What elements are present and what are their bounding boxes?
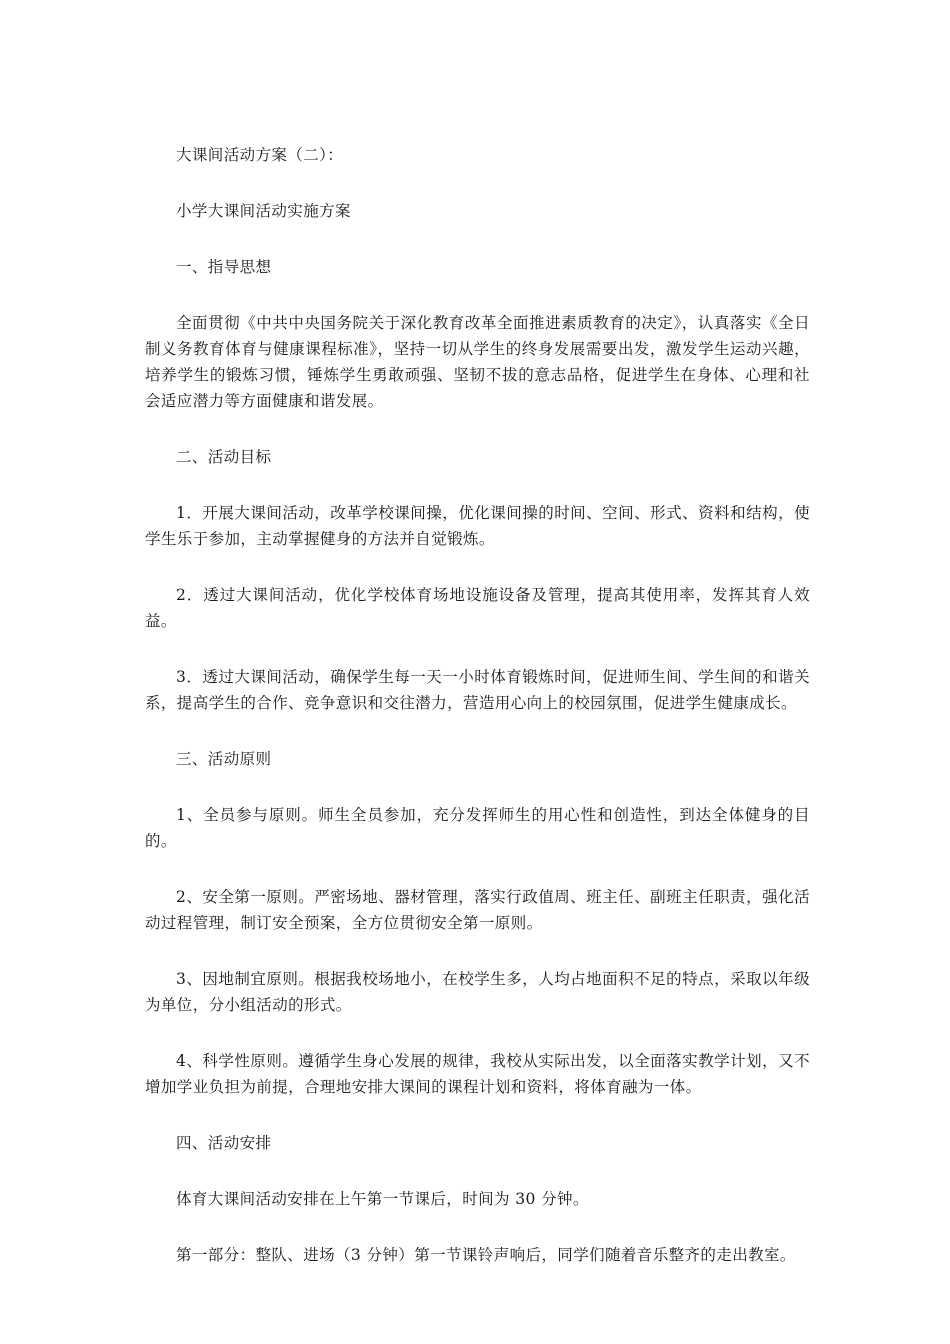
body-paragraph: 3．透过大课间活动，确保学生每一天一小时体育锻炼时间，促进师生间、学生间的和谐关系，提高学生的合作、竞争意识和交往潜力，营造用心向上的校园氛围，促进学生健康成长。 bbox=[145, 668, 810, 712]
body-paragraph: 2．透过大课间活动，优化学校体育场地设施设备及管理，提高其使用率，发挥其育人效益。 bbox=[145, 586, 810, 630]
body-paragraph: 体育大课间活动安排在上午第一节课后，时间为 30 分钟。 bbox=[176, 1190, 589, 1208]
document-title: 大课间活动方案（二）： bbox=[176, 146, 344, 164]
body-paragraph: 全面贯彻《中共中央国务院关于深化教育改革全面推进素质教育的决定》，认真落实《全日制义务教育体育与健康课程标准》，坚持一切从学生的终身发展需要出发，激发学生运动兴趣，培养学生的锻炼习惯，锤炼学生勇敢顽强、坚韧不拔的意志品格，促进学生在身体、心理和社会适应潜力等方面健康和谐发展。 bbox=[145, 314, 810, 410]
section-heading-activity-goals: 二、活动目标 bbox=[176, 448, 272, 466]
body-paragraph: 4、科学性原则。遵循学生身心发展的规律，我校从实际出发，以全面落实教学计划，又不增加学业负担为前提，合理地安排大课间的课程计划和资料，将体育融为一体。 bbox=[145, 1052, 810, 1096]
section-heading-guiding-thought: 一、指导思想 bbox=[176, 258, 272, 276]
body-paragraph: 2、安全第一原则。严密场地、器材管理，落实行政值周、班主任、副班主任职责，强化活动过程管理，制订安全预案，全方位贯彻安全第一原则。 bbox=[145, 888, 810, 932]
document-page bbox=[145, 142, 810, 1268]
body-paragraph: 第一部分：整队、进场（3 分钟）第一节课铃声响后，同学们随着音乐整齐的走出教室。 bbox=[176, 1246, 796, 1264]
document-subtitle: 小学大课间活动实施方案 bbox=[176, 202, 351, 220]
section-heading-activity-arrangement: 四、活动安排 bbox=[176, 1134, 272, 1152]
body-paragraph: 1．开展大课间活动，改革学校课间操，优化课间操的时间、空间、形式、资料和结构，使学生乐于参加，主动掌握健身的方法并自觉锻炼。 bbox=[145, 504, 810, 548]
body-paragraph: 3、因地制宜原则。根据我校场地小，在校学生多，人均占地面积不足的特点，采取以年级为单位，分小组活动的形式。 bbox=[145, 970, 810, 1014]
body-paragraph: 1、全员参与原则。师生全员参加，充分发挥师生的用心性和创造性，到达全体健身的目的。 bbox=[145, 806, 810, 850]
section-heading-activity-principles: 三、活动原则 bbox=[176, 750, 272, 768]
